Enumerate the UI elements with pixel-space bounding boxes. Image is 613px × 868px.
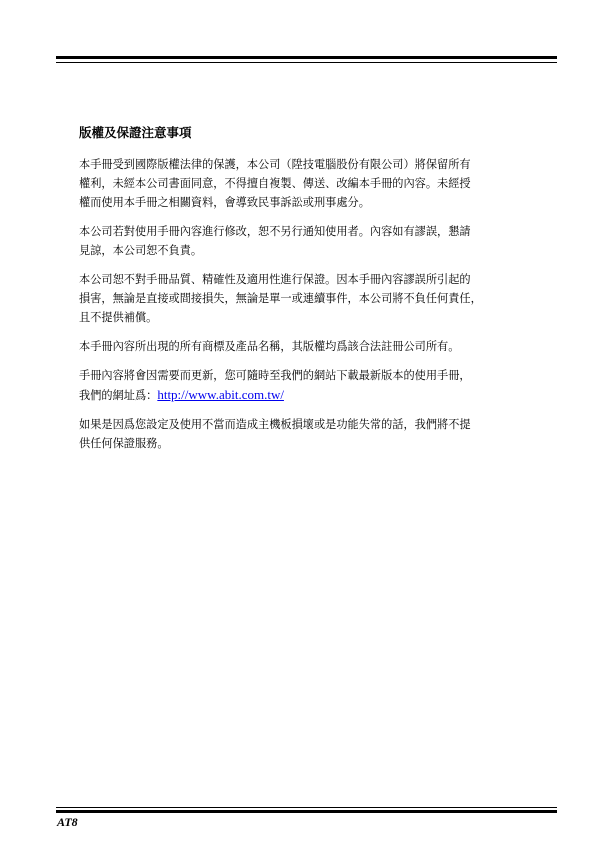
paragraph-line: 手冊內容將會因需要而更新，您可隨時至我們的網站下載最新版本的使用手冊，: [79, 369, 471, 382]
modification-paragraph: [79, 222, 539, 260]
page-title: 版權及保證注意事項: [79, 125, 192, 140]
header-rule-thin: [56, 62, 557, 63]
paragraph-line: 本手冊受到國際版權法律的保護，本公司（陞技電腦股份有限公司）將保留所有: [79, 158, 471, 171]
paragraph-line: 且不提供補償。: [79, 311, 158, 324]
warranty-disclaimer-paragraph: [79, 270, 539, 327]
paragraph-line: 見諒，本公司恕不負責。: [79, 244, 203, 257]
header-rule-thick: [56, 56, 557, 59]
paragraph-line: 權利，未經本公司書面同意，不得擅自複製、傳送、改編本手冊的內容。未經授: [79, 177, 471, 190]
paragraph-line: 本公司恕不對手冊品質、精確性及適用性進行保證。因本手冊內容謬誤所引起的: [79, 273, 471, 286]
footer-rule-thick: [56, 810, 557, 813]
trademark-paragraph: [79, 337, 539, 356]
footer-model-label: AT8: [57, 815, 78, 829]
page-content: [79, 125, 539, 463]
paragraph-line: 如果是因爲您設定及使用不當而造成主機板損壞或是功能失常的話，我們將不提: [79, 418, 471, 431]
website-link[interactable]: http://www.abit.com.tw/: [157, 387, 284, 402]
paragraph-line: 本手冊內容所出現的所有商標及產品名稱，其版權均爲該合法註冊公司所有。: [79, 340, 460, 353]
misuse-paragraph: [79, 415, 539, 453]
paragraph-line: 本公司若對使用手冊內容進行修改，恕不另行通知使用者。內容如有謬誤，懇請: [79, 225, 471, 238]
paragraph-line: 損害，無論是直接或間接損失，無論是單一或連續事件，本公司將不負任何責任，: [79, 292, 482, 305]
footer-rule-thin: [56, 807, 557, 808]
paragraph-line: 供任何保證服務。: [79, 437, 169, 450]
copyright-paragraph: [79, 155, 539, 212]
update-paragraph: [79, 366, 539, 405]
website-label: 我們的網址爲：: [79, 389, 158, 402]
paragraph-line: [79, 385, 539, 405]
paragraph-line: 權而使用本手冊之相關資料，會導致民事訴訟或刑事處分。: [79, 196, 370, 209]
